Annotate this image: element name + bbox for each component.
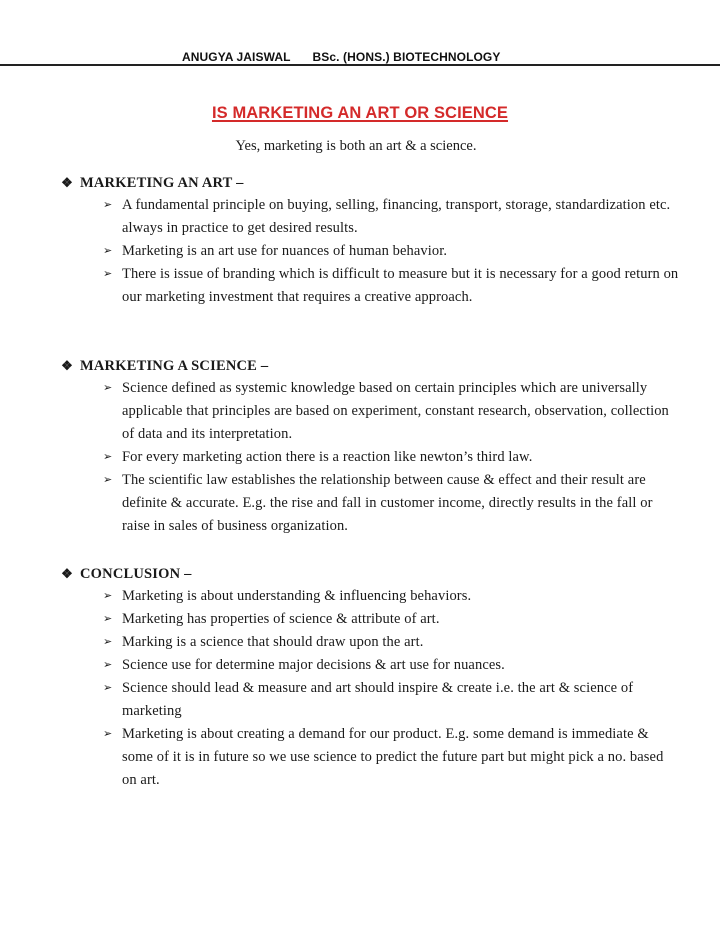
list-item xyxy=(60,377,680,446)
section-marketing-art xyxy=(60,172,680,309)
arrow-bullet-icon: ➢ xyxy=(103,682,113,694)
arrow-bullet-icon: ➢ xyxy=(103,590,113,602)
list-item-text: Marketing is an art use for nuances of human behavior. xyxy=(122,243,448,259)
document-title: IS MARKETING AN ART OR SCIENCE xyxy=(211,104,509,122)
arrow-bullet-icon: ➢ xyxy=(103,451,113,463)
header-rule xyxy=(0,64,720,66)
arrow-bullet-icon: ➢ xyxy=(103,659,113,671)
document-subtitle: Yes, marketing is both an art & a science. xyxy=(235,138,477,154)
list-item xyxy=(60,631,680,654)
arrow-bullet-icon: ➢ xyxy=(103,613,113,625)
arrow-bullet-icon: ➢ xyxy=(103,245,113,257)
section-heading-text: MARKETING A SCIENCE – xyxy=(80,358,269,374)
list-item xyxy=(60,677,680,723)
diamond-bullet-icon: ❖ xyxy=(61,358,73,373)
list-item-text: Science defined as systemic knowledge based on certain principles which are universally applicable that principles are based on experiment, constant research, observation, collection of data and its interpretation. xyxy=(122,380,669,442)
page-header xyxy=(0,48,720,66)
list-item-text: Marketing has properties of science & attribute of art. xyxy=(122,611,440,627)
bullet-list xyxy=(60,377,680,538)
header-text xyxy=(182,50,500,64)
arrow-bullet-icon: ➢ xyxy=(103,728,113,740)
list-item-text: Marketing is about creating a demand for our product. E.g. some demand is immediate & some of it is in future so we use science to predict the future part but might pick a no. based on art. xyxy=(122,726,664,788)
list-item-text: Science should lead & measure and art should inspire & create i.e. the art & science of marketing xyxy=(122,680,634,719)
arrow-bullet-icon: ➢ xyxy=(103,268,113,280)
bullet-list xyxy=(60,194,680,309)
list-item xyxy=(60,723,680,792)
list-item xyxy=(60,240,680,263)
list-item xyxy=(60,469,680,538)
list-item-text: The scientific law establishes the relationship between cause & effect and their result are definite & accurate. E.g. the rise and fall in customer income, directly results in the fall or raise in sales of business organization. xyxy=(122,472,653,534)
list-item-text: There is issue of branding which is difficult to measure but it is necessary for a good return on our marketing investment that requires a creative approach. xyxy=(122,266,679,305)
list-item-text: Science use for determine major decisions & art use for nuances. xyxy=(122,657,505,673)
section-marketing-science xyxy=(60,355,680,538)
list-item xyxy=(60,654,680,677)
section-heading xyxy=(60,355,680,377)
section-heading-text: MARKETING AN ART – xyxy=(80,175,244,191)
section-heading-text: CONCLUSION – xyxy=(80,566,192,582)
list-item xyxy=(60,585,680,608)
diamond-bullet-icon: ❖ xyxy=(61,566,73,581)
diamond-bullet-icon: ❖ xyxy=(61,175,73,190)
list-item-text: Marketing is about understanding & influencing behaviors. xyxy=(122,588,472,604)
arrow-bullet-icon: ➢ xyxy=(103,636,113,648)
list-item xyxy=(60,446,680,469)
list-item-text: A fundamental principle on buying, selling, financing, transport, storage, standardization etc. always in practice to get desired results. xyxy=(122,197,671,236)
header-course: BSc. (HONS.) BIOTECHNOLOGY xyxy=(312,50,501,64)
arrow-bullet-icon: ➢ xyxy=(103,382,113,394)
arrow-bullet-icon: ➢ xyxy=(103,474,113,486)
list-item-text: Marking is a science that should draw upon the art. xyxy=(122,634,424,650)
list-item-text: For every marketing action there is a reaction like newton’s third law. xyxy=(122,449,533,465)
section-heading xyxy=(60,172,680,194)
list-item xyxy=(60,608,680,631)
list-item xyxy=(60,194,680,240)
bullet-list xyxy=(60,585,680,792)
section-heading xyxy=(60,563,680,585)
list-item xyxy=(60,263,680,309)
arrow-bullet-icon: ➢ xyxy=(103,199,113,211)
header-author: ANUGYA JAISWAL xyxy=(182,50,291,64)
section-conclusion xyxy=(60,563,680,792)
